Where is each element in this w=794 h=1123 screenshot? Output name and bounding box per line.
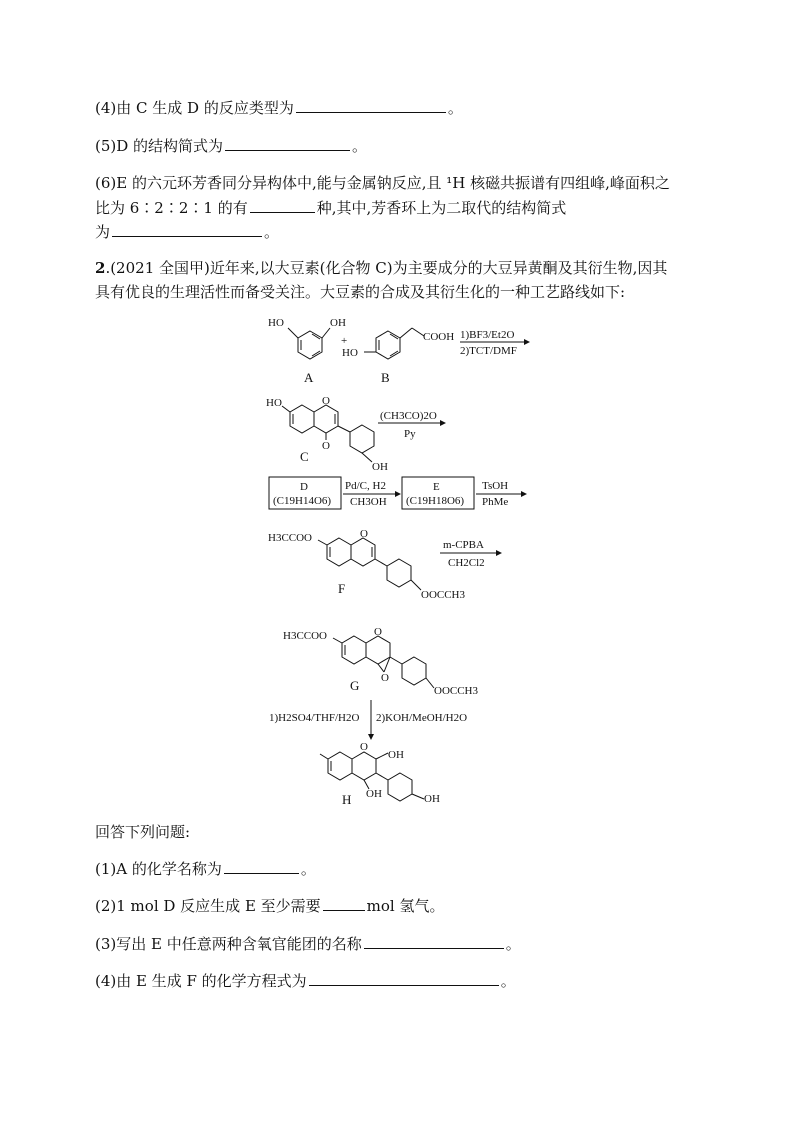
q2-text: (2)1 mol D 反应生成 E 至少需要 — [95, 897, 321, 915]
g-epoxide-o: O — [381, 672, 389, 684]
arrow-step1-head — [524, 339, 530, 345]
answer-lead — [95, 822, 190, 842]
cond-step5-a: m-CPBA — [443, 539, 484, 551]
q6-text-1: (6)E 的六元环芳香同分异构体中,能与金属钠反应,且 ¹H 核磁共振谱有四组峰,峰面积之 — [95, 174, 670, 192]
label-C: C — [300, 449, 309, 464]
problem-2-intro-text2: 具有优良的生理活性而备受关注。大豆素的合成及其衍生化的一种工艺路线如下: — [95, 283, 626, 301]
q2-suffix: mol 氢气。 — [366, 897, 445, 915]
q3-answer-blank[interactable] — [364, 933, 504, 949]
h-oh-3: OH — [388, 749, 404, 761]
g-ooccch3: OOCCH3 — [434, 685, 479, 697]
e-name: E — [433, 481, 440, 493]
q6-text-3b: 。 — [264, 223, 280, 241]
f-ooccch3: OOCCH3 — [421, 589, 466, 601]
cond-step2-b: Py — [404, 428, 416, 440]
q6-text-2b: 种,其中,芳香环上为二取代的结构简式 — [316, 199, 567, 217]
q5-suffix: 。 — [352, 137, 368, 155]
a-oh-right: OH — [330, 317, 346, 329]
q1-answer-blank[interactable] — [224, 858, 299, 874]
cond-step2-a: (CH3CO)2O — [380, 410, 437, 422]
cond-step6-b: 2)KOH/MeOH/H2O — [376, 712, 468, 724]
compound-F-structure — [268, 528, 466, 601]
b-ho: HO — [342, 347, 358, 359]
q1-text: (1)A 的化学名称为 — [95, 860, 222, 878]
question-3 — [95, 933, 521, 954]
f-h3ccoo: H3CCOO — [268, 532, 313, 544]
q6-text-3a: 为 — [95, 223, 111, 241]
arrow-step3-head — [395, 491, 401, 497]
plus-sign: + — [341, 335, 348, 347]
compound-B-structure — [342, 328, 454, 359]
h-oh-4: OH — [366, 788, 382, 800]
cond-step1-b: 2)TCT/DMF — [460, 345, 517, 357]
compound-C-structure — [266, 395, 388, 473]
q4b-text: (4)由 E 生成 F 的化学方程式为 — [95, 972, 307, 990]
g-ring-o: O — [374, 626, 382, 638]
h-ring-o: O — [360, 741, 368, 753]
c-carbonyl-o: O — [322, 440, 330, 452]
q4b-suffix: 。 — [500, 972, 516, 990]
e-formula: (C19H18O6) — [406, 495, 465, 507]
q4-suffix: 。 — [447, 99, 463, 117]
arrow-step4-head — [521, 491, 527, 497]
a-ho-left: HO — [268, 317, 284, 329]
compound-A-structure — [268, 317, 346, 359]
compound-H-structure — [320, 741, 440, 805]
arrow-step2-head — [440, 420, 446, 426]
b-cooh: COOH — [423, 331, 455, 343]
c-ho: HO — [266, 397, 282, 409]
cond-step6-a: 1)H2SO4/THF/H2O — [269, 712, 360, 724]
d-formula: (C19H14O6) — [273, 495, 332, 507]
lead-text: 回答下列问题: — [95, 823, 191, 841]
arrow-step5-head — [496, 550, 502, 556]
g-h3ccoo: H3CCOO — [283, 630, 328, 642]
cond-step1-a: 1)BF3/Et2O — [460, 329, 515, 341]
cond-step5-b: CH2Cl2 — [448, 557, 485, 569]
q4b-answer-blank[interactable] — [309, 970, 499, 986]
problem-number: 2 — [95, 259, 106, 277]
question-1 — [95, 858, 316, 879]
cond-step4-a: TsOH — [482, 480, 509, 492]
cond-step3-a: Pd/C, H2 — [345, 480, 386, 492]
question-2 — [95, 895, 445, 916]
q4-text: (4)由 C 生成 D 的反应类型为 — [95, 99, 294, 117]
f-ring-o: O — [360, 528, 368, 540]
label-G: G — [350, 678, 360, 693]
q6-text-2a: 比为 6∶2∶2∶1 的有 — [95, 199, 248, 217]
cond-step3-b: CH3OH — [350, 496, 387, 508]
c-ring-o: O — [322, 395, 330, 407]
problem-2-intro-text1: .(2021 全国甲)近年来,以大豆素(化合物 C)为主要成分的大豆异黄酮及其衍生物,因其 — [105, 259, 668, 277]
label-B: B — [381, 370, 390, 385]
q2-answer-blank[interactable] — [323, 895, 365, 911]
q1-suffix: 。 — [300, 860, 316, 878]
q3-suffix: 。 — [505, 935, 521, 953]
question-4 — [95, 970, 516, 991]
label-F: F — [338, 581, 346, 596]
h-oh-phenol: OH — [424, 793, 440, 805]
compound-G-structure — [283, 626, 479, 697]
c-oh: OH — [372, 461, 388, 473]
label-H: H — [342, 792, 352, 807]
cond-step4-b: PhMe — [482, 496, 509, 508]
d-name: D — [300, 481, 308, 493]
arrow-step6-head — [368, 734, 374, 740]
label-A: A — [304, 370, 314, 385]
q3-text: (3)写出 E 中任意两种含氧官能团的名称 — [95, 935, 362, 953]
q5-text: (5)D 的结构简式为 — [95, 137, 224, 155]
